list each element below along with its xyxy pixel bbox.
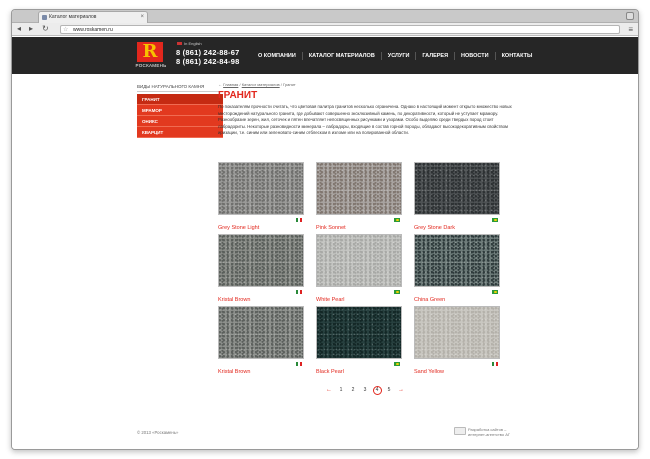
sidebar-title: ВИДЫ НАТУРАЛЬНОГО КАМНЯ: [137, 84, 222, 92]
website: [12, 37, 638, 450]
sidebar-item-granite[interactable]: ГРАНИТ: [137, 94, 223, 105]
developer-line-1: Разработка сайтов –: [468, 427, 507, 432]
pagination-prev[interactable]: ←: [326, 387, 332, 393]
site-header: [12, 37, 638, 74]
product-card[interactable]: [414, 162, 500, 231]
stone-image[interactable]: [414, 162, 500, 215]
close-tab-icon[interactable]: ×: [140, 14, 144, 20]
product-card[interactable]: [218, 306, 304, 375]
copyright: © 2013 «Роскамень»: [137, 430, 179, 435]
brazil-flag-icon: [394, 362, 400, 366]
sidebar-item-onyx[interactable]: ОНИКС: [137, 116, 223, 127]
product-caption: [414, 288, 500, 303]
page-link-2[interactable]: 2: [351, 387, 355, 393]
breadcrumb-catalog[interactable]: Каталог материалов: [241, 82, 280, 87]
italy-flag-icon: [296, 362, 302, 366]
browser-window: [11, 9, 639, 450]
stone-image[interactable]: [414, 234, 500, 287]
pagination-next[interactable]: →: [398, 387, 404, 393]
intro-text: По показателям прочности считать, что цветовая палитра гранитов несколько ограничена. Однако в настоящий момент открыто множество новых месторождений натурального гранита, где добывают совершенно эксклюзивный камень, по декоративности, который не уступает мрамору. Разнообразие зерен, жил, сеточек и пятен впечатляет непосвященных рисунками и узорами. Особо выделяю среди твердых пород стоит лабрадориты. Некоторые разновидности минерала – лабрадоры, входящие в состав горной породы, обладают высокодекоративным свойством иризации, т.е. синим или зеленовато-синим отблеском в изломе или на полированной области.: [218, 104, 512, 136]
favicon-icon: [42, 15, 47, 20]
browser-menu-icon[interactable]: ≡: [628, 25, 633, 34]
breadcrumb-home[interactable]: Главная: [223, 82, 239, 87]
product-caption: [218, 288, 304, 303]
menu-item-catalog[interactable]: КАТАЛОГ МАТЕРИАЛОВ: [302, 52, 381, 60]
brazil-flag-icon: [492, 218, 498, 222]
pagination: [323, 386, 407, 395]
product-name[interactable]: Kristal Brown: [218, 297, 251, 303]
product-card[interactable]: [218, 162, 304, 231]
back-icon[interactable]: ◂: [17, 24, 22, 33]
page-link-1[interactable]: 1: [339, 387, 343, 393]
page-link-current[interactable]: 4: [373, 386, 382, 395]
product-card[interactable]: [316, 234, 402, 303]
browser-tab[interactable]: [38, 11, 148, 23]
window-button[interactable]: [626, 12, 634, 20]
product-name[interactable]: Pink Sonnet: [316, 225, 346, 231]
product-name[interactable]: Grey Stone Dark: [414, 225, 455, 231]
agency-logo-icon: [454, 427, 466, 435]
menu-item-services[interactable]: УСЛУГИ: [381, 52, 416, 60]
forward-icon[interactable]: ▸: [29, 24, 34, 33]
tab-bar: [12, 10, 638, 23]
breadcrumb-current: Гранит: [283, 82, 296, 87]
product-name[interactable]: White Pearl: [316, 297, 345, 303]
browser-toolbar: [12, 23, 638, 36]
product-name[interactable]: China Green: [414, 297, 446, 303]
tab-title: Каталог материалов: [49, 14, 97, 20]
product-caption: [414, 360, 500, 375]
italy-flag-icon: [492, 362, 498, 366]
product-name[interactable]: Black Pearl: [316, 369, 344, 375]
product-caption: [218, 216, 304, 231]
menu-item-contacts[interactable]: КОНТАКТЫ: [495, 52, 539, 60]
menu-item-about[interactable]: О КОМПАНИИ: [258, 53, 296, 59]
brazil-flag-icon: [492, 290, 498, 294]
product-caption: [316, 360, 402, 375]
stone-image[interactable]: [218, 162, 304, 215]
product-name[interactable]: Grey Stone Light: [218, 225, 260, 231]
product-card[interactable]: [414, 234, 500, 303]
product-card[interactable]: [218, 234, 304, 303]
bookmark-star-icon[interactable]: ☆: [63, 27, 69, 33]
address-bar[interactable]: [60, 25, 620, 34]
language-link[interactable]: [177, 41, 202, 46]
product-caption: [218, 360, 304, 375]
brazil-flag-icon: [394, 218, 400, 222]
developer-credit[interactable]: [468, 427, 510, 437]
stone-image[interactable]: [316, 306, 402, 359]
breadcrumb-arrow: ←: [218, 82, 222, 87]
page-link-5[interactable]: 5: [387, 387, 391, 393]
sidebar-item-quartzite[interactable]: КВАРЦИТ: [137, 127, 223, 138]
stone-image[interactable]: [218, 306, 304, 359]
stone-image[interactable]: [414, 306, 500, 359]
phone-1: 8 (861) 242-88-67: [176, 48, 240, 57]
stone-image[interactable]: [316, 162, 402, 215]
page-link-3[interactable]: 3: [363, 387, 367, 393]
product-name[interactable]: Kristal Brown: [218, 369, 251, 375]
italy-flag-icon: [296, 218, 302, 222]
url-text: www.roskamen.ru: [73, 27, 113, 33]
language-label: In English: [184, 41, 202, 46]
stone-image[interactable]: [218, 234, 304, 287]
product-name[interactable]: Sand Yellow: [414, 369, 444, 375]
product-caption: [316, 288, 402, 303]
sidebar-nav: [137, 94, 223, 138]
product-card[interactable]: [414, 306, 500, 375]
menu-item-news[interactable]: НОВОСТИ: [454, 52, 495, 60]
product-card[interactable]: [316, 306, 402, 375]
italy-flag-icon: [296, 290, 302, 294]
logo[interactable]: [137, 42, 163, 62]
brazil-flag-icon: [394, 290, 400, 294]
stone-image[interactable]: [316, 234, 402, 287]
product-caption: [414, 216, 500, 231]
logo-mark: R: [142, 41, 158, 62]
breadcrumb: ← Главная / Каталог материалов / Гранит: [218, 82, 296, 87]
developer-line-2: интернет-агентство АГ: [468, 432, 511, 437]
uk-flag-icon: [177, 42, 182, 45]
reload-icon[interactable]: ↻: [42, 24, 49, 33]
phone-2: 8 (861) 242-84-98: [176, 57, 240, 66]
main-menu: [252, 52, 538, 60]
product-card[interactable]: [316, 162, 402, 231]
sidebar-item-marble[interactable]: МРАМОР: [137, 105, 223, 116]
logo-text: РОСКАМЕНЬ: [135, 63, 167, 68]
product-caption: [316, 216, 402, 231]
page-title: ГРАНИТ: [218, 90, 258, 101]
menu-item-gallery[interactable]: ГАЛЕРЕЯ: [415, 52, 454, 60]
